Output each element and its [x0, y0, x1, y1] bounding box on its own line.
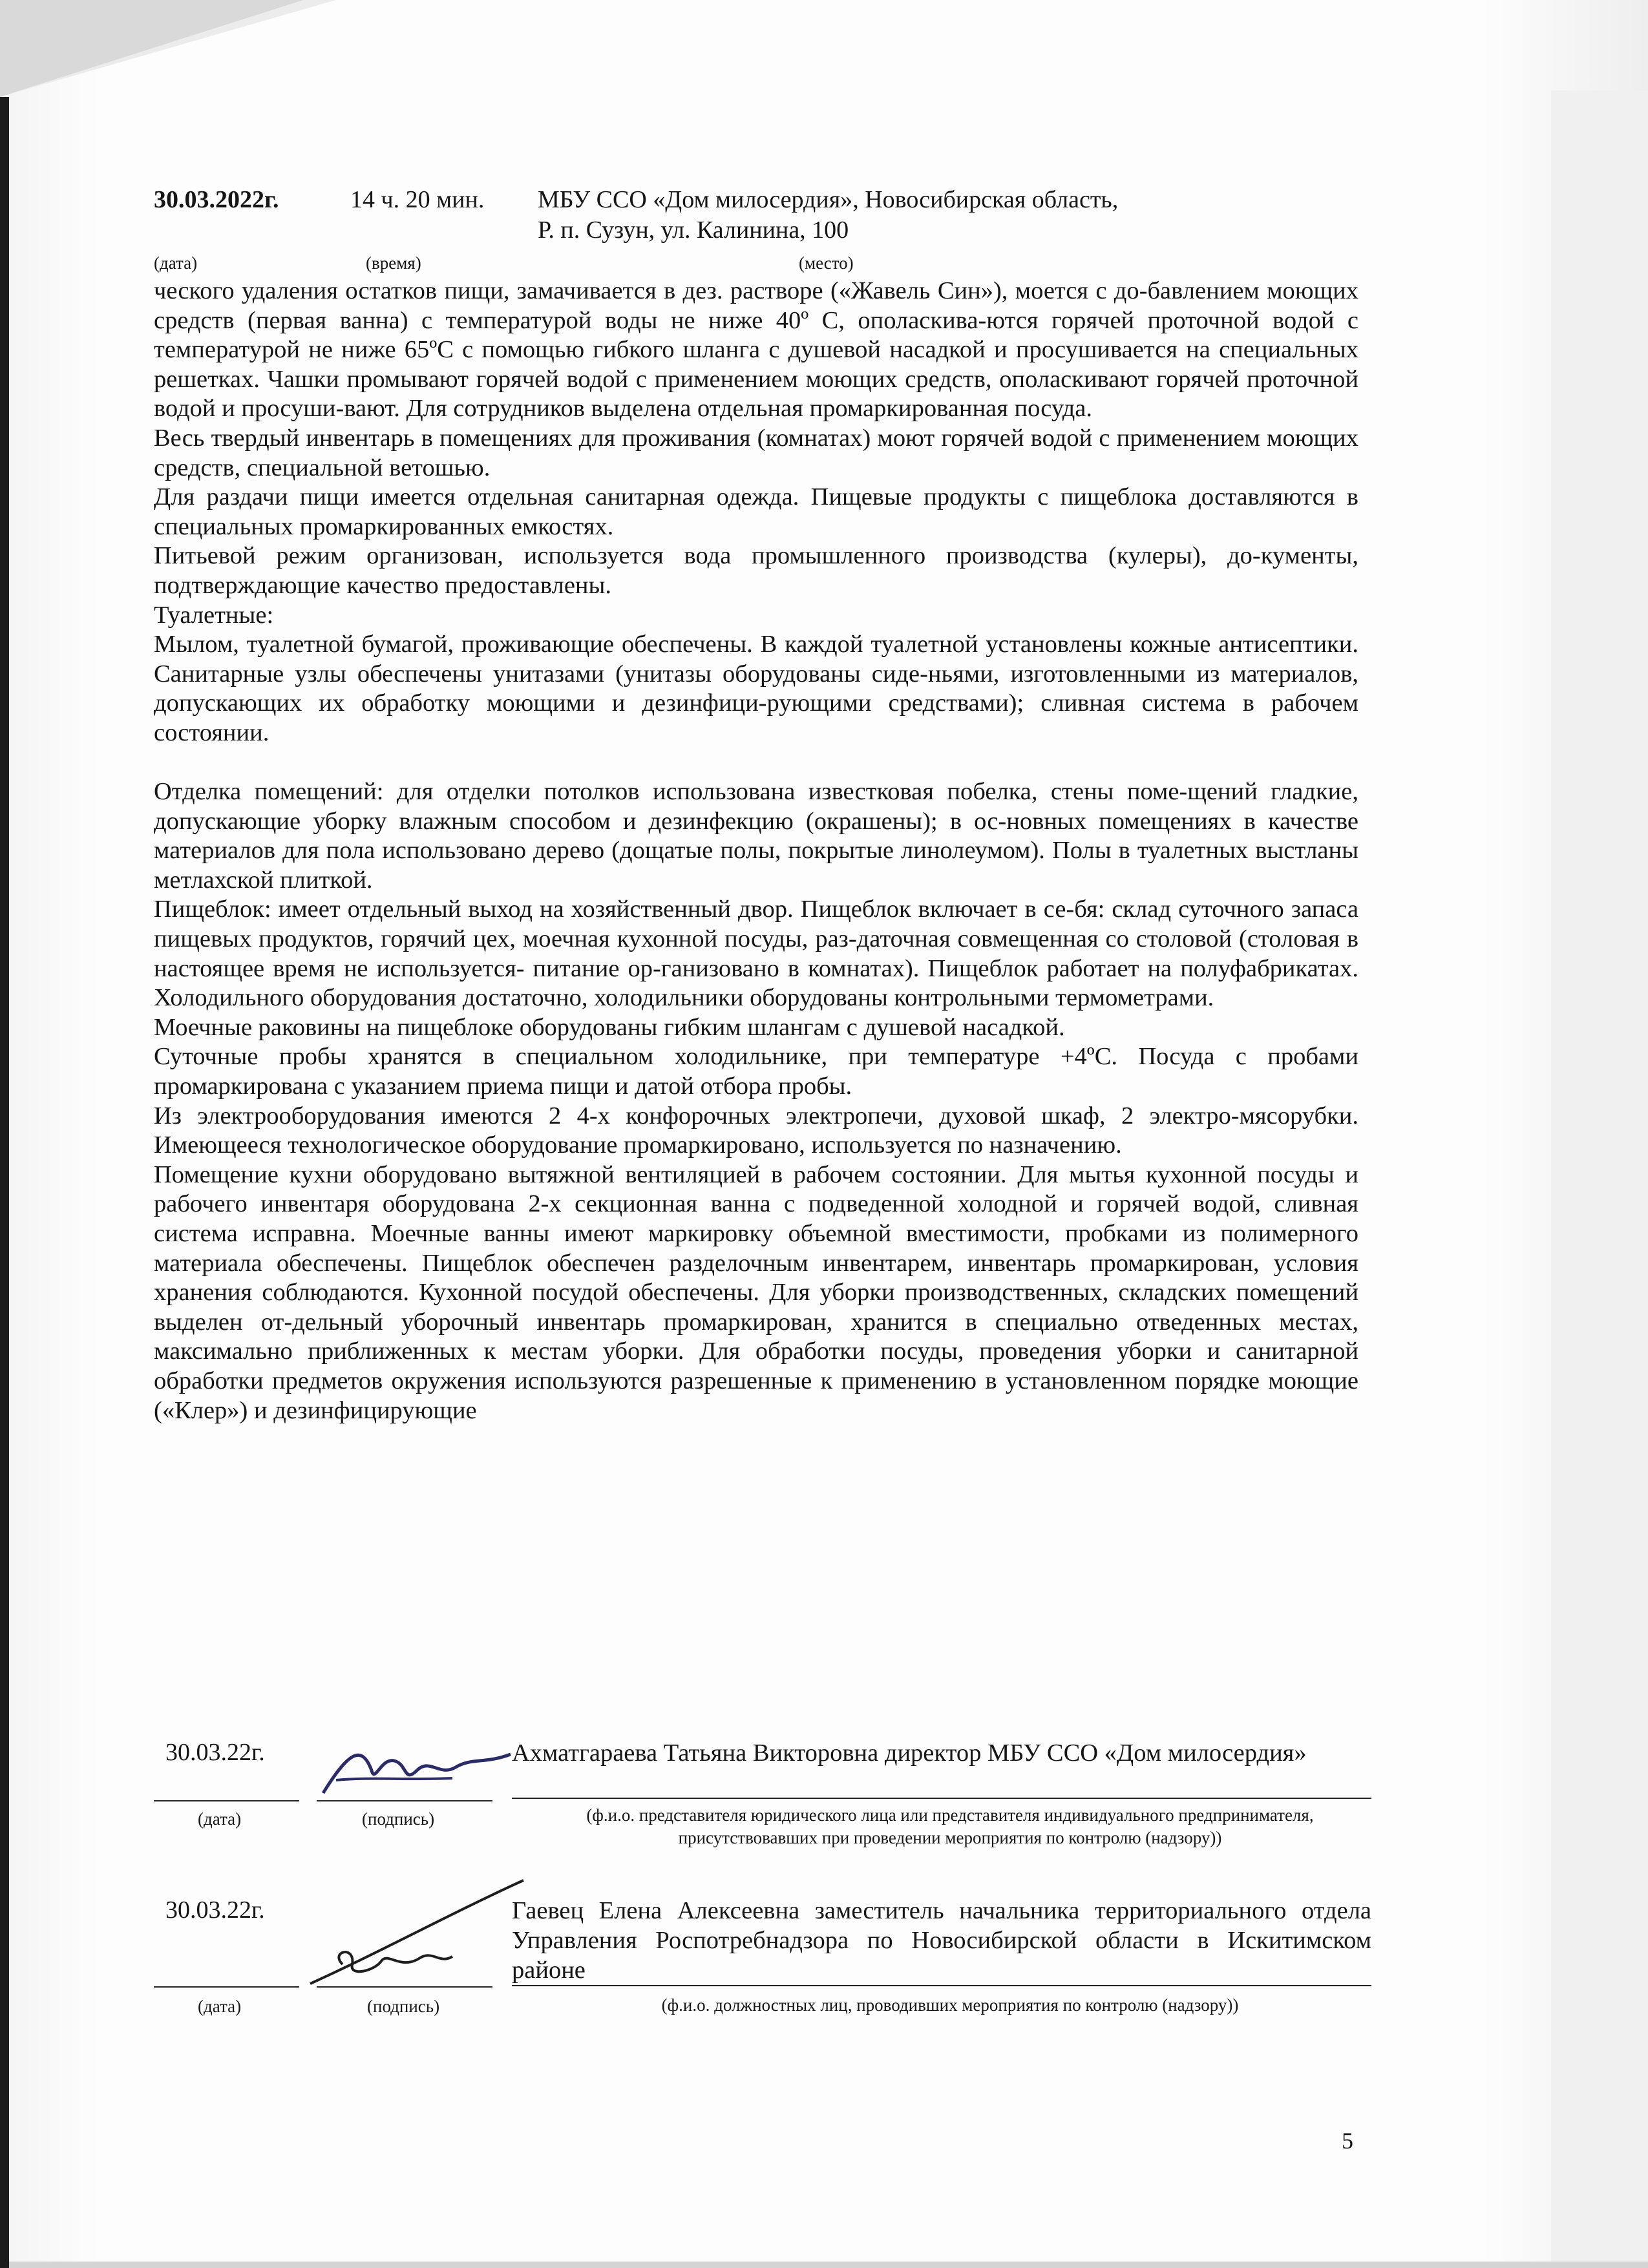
body-paragraph: Суточные пробы хранятся в специальном холодильнике, при температуре +4ºС. Посуда с пробами промаркирована с указанием приема пищи и датой отбора пробы.	[154, 1043, 1358, 1100]
scan-edge-left	[0, 97, 9, 2268]
body-paragraph: Для раздачи пищи имеется отдельная санитарная одежда. Пищевые продукты с пищеблока доставляются в специальных промаркированных емкостях.	[154, 483, 1358, 540]
header-place-line2: Р. п. Сузун, ул. Калинина, 100	[538, 216, 849, 244]
sign2-handwritten-signature	[304, 1874, 536, 1990]
body-paragraph: Весь твердый инвентарь в помещениях для проживания (комнатах) моют горячей водой с применением моющих средств, специальной ветошью.	[154, 424, 1358, 481]
sign1-note: (ф.и.о. представителя юридического лица или представителя индивидуального предпринимателя, присутствовавших при проведении мероприятия по контролю (надзору))	[586, 1805, 1314, 1847]
scan-edge-bottom	[9, 2262, 1648, 2268]
sign2-name-line	[512, 1985, 1371, 1986]
sign2-note: (ф.и.о. должностных лиц, проводивших мероприятия по контролю (надзору))	[661, 1995, 1239, 2015]
header-label-date: (дата)	[154, 253, 198, 273]
sign1-label-date: (дата)	[198, 1809, 242, 1829]
sign1-name: Ахматгараева Татьяна Викторовна директор МБУ ССО «Дом милосердия»	[512, 1739, 1307, 1767]
header-place-line1: МБУ ССО «Дом милосердия», Новосибирская область,	[538, 186, 1119, 213]
header-date: 30.03.2022г.	[154, 186, 279, 213]
sign2-label-signature: (подпись)	[367, 1997, 440, 2016]
sign1-handwritten-signature	[310, 1732, 523, 1803]
header-time: 14 ч. 20 мин.	[350, 186, 485, 213]
sign2-date: 30.03.22г.	[165, 1896, 265, 1924]
body-paragraph: Туалетные:	[154, 601, 274, 629]
scan-edge-right	[1551, 90, 1648, 2268]
sign1-label-signature: (подпись)	[362, 1809, 435, 1829]
body-paragraph: Питьевой режим организован, используется вода промышленного производства (кулеры), до-кументы, подтверждающие качество предоставлены.	[154, 542, 1358, 599]
body-paragraph: Помещение кухни оборудовано вытяжной вентиляцией в рабочем состоянии. Для мытья кухонной посуды и рабочего инвентаря оборудована 2-х секционная ванна с подведенной холодной и горячей водой, сливная система исправна. Моечные ванны имеют маркировку объемной вместимости, пробками из полимерного материала обеспечены. Пищеблок обеспечен разделочным инвентарем, инвентарь промаркирован, условия хранения соблюдаются. Кухонной посудой обеспечены. Для уборки производственных, складских помещений выделен от-дельный уборочный инвентарь промаркирован, хранится в специально отведенных местах, максимально приближенных к местам уборки. Для обработки посуды, проведения уборки и санитарной обработки предметов окружения используются разрешенные к применению в установленном порядке моющие («Клер») и дезинфицирующие	[154, 1160, 1358, 1424]
header-label-place: (место)	[799, 253, 854, 273]
body-paragraph: Моечные раковины на пищеблоке оборудованы гибким шлангам с душевой насадкой.	[154, 1013, 1065, 1041]
sign2-name: Гаевец Елена Алексеевна заместитель начальника территориального отдела Управления Роспотребнадзора по Новосибирской области в Искитимском районе	[512, 1897, 1371, 1984]
document-body	[154, 277, 1358, 1425]
body-paragraph: Мылом, туалетной бумагой, проживающие обеспечены. В каждой туалетной установлены кожные антисептики. Санитарные узлы обеспечены унитазами (унитазы оборудованы сиде-ньями, изготовленными из материалов, допускающих их обработку моющими и дезинфици-рующими средствами); сливная система в рабочем состоянии.	[154, 631, 1358, 746]
sign1-name-line	[512, 1798, 1371, 1799]
folded-corner	[0, 0, 336, 97]
sign2-date-line	[154, 1986, 299, 1988]
body-paragraph: Пищеблок: имеет отдельный выход на хозяйственный двор. Пищеблок включает в се-бя: склад суточного запаса пищевых продуктов, горячий цех, моечная кухонной посуды, раз-даточная совмещенная со столовой (столовая в настоящее время не используется- питание ор-ганизовано в комнатах). Пищеблок работает на полуфабрикатах. Холодильного оборудования достаточно, холодильники оборудованы контрольными термометрами.	[154, 896, 1358, 1012]
body-paragraph: ческого удаления остатков пищи, замачивается в дез. растворе («Жавель Син»), моется с до-бавлением моющих средств (первая ванна) с температурой воды не ниже 40º С, ополаскива-ются горячей проточной водой с температурой не ниже 65ºС с помощью гибкого шланга с душевой насадкой и просушивается на специальных решетках. Чашки промывают горячей водой с применением моющих средств, ополаскивают горячей проточной водой и просуши-вают. Для сотрудников выделена отдельная промаркированная посуда.	[154, 277, 1358, 423]
body-paragraph: Из электрооборудования имеются 2 4-х конфорочных электропечи, духовой шкаф, 2 электро-мясорубки. Имеющееся технологическое оборудование промаркировано, используется по назначению.	[154, 1102, 1358, 1159]
sign1-date: 30.03.22г.	[165, 1739, 265, 1766]
page-number: 5	[1342, 2128, 1353, 2154]
sign2-label-date: (дата)	[198, 1997, 242, 2016]
body-paragraph: Отделка помещений: для отделки потолков использована известковая побелка, стены поме-щений гладкие, допускающие уборку влажным способом и дезинфекцию (окрашены); в ос-новных помещениях в качестве материалов для пола использовано дерево (дощатые полы, покрытые линолеумом). Полы в туалетных выстланы метлахской плиткой.	[154, 778, 1358, 894]
sign1-date-line	[154, 1800, 299, 1801]
header-label-time: (время)	[366, 253, 421, 273]
